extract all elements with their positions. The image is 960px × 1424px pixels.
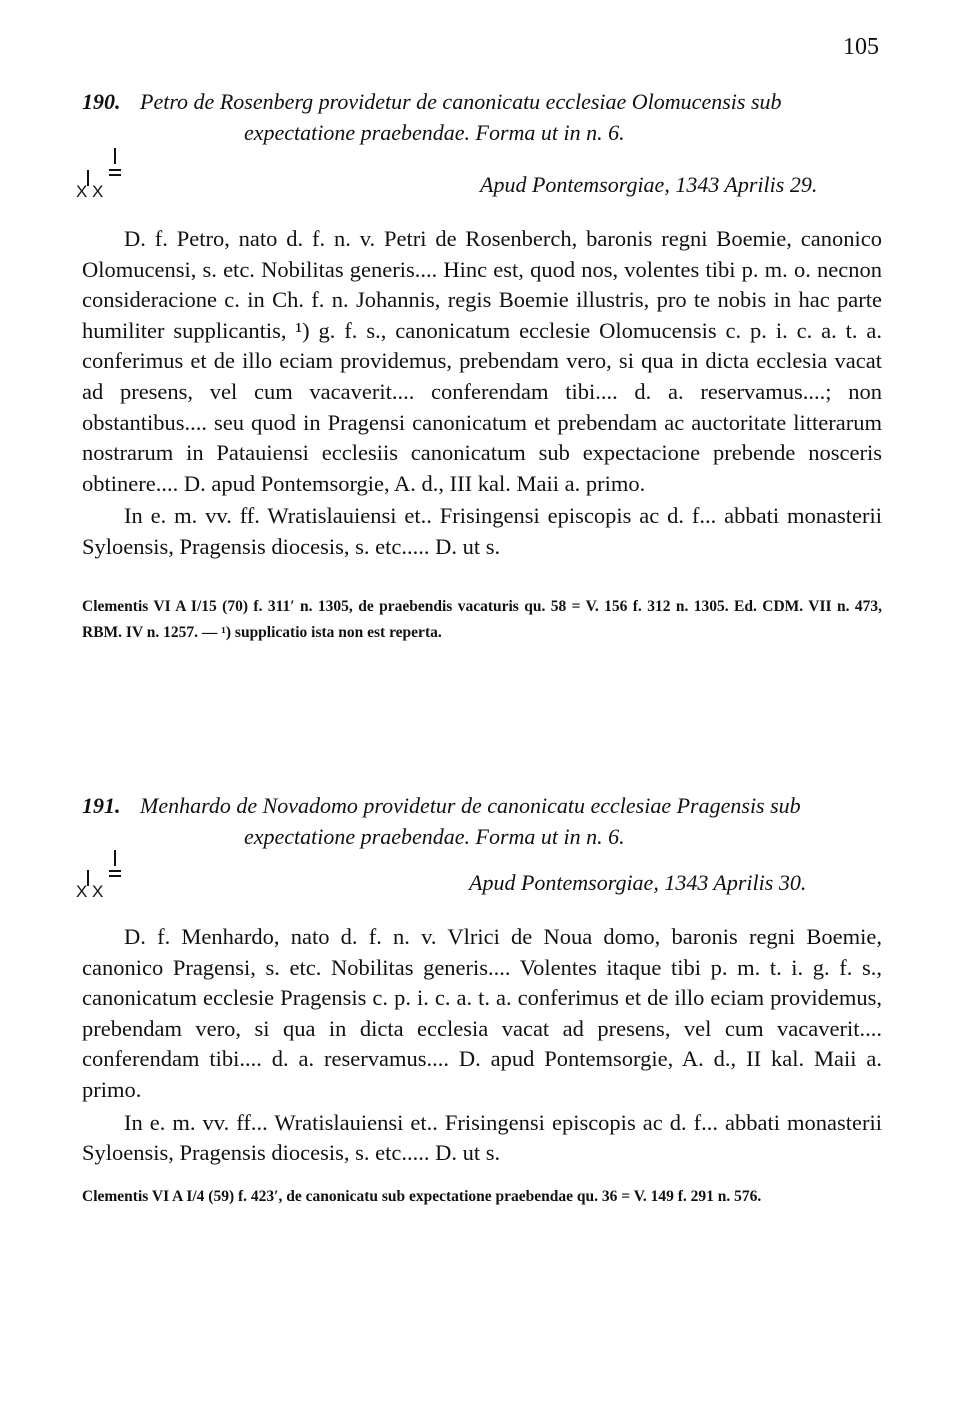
document-text: D. f. Petro, nato d. f. n. v. Petri de Rosenberch, baronis regni Boemie, canonico Olomucensi, s. etc. Nobilitas generis.... Hinc est, quod nos, volentes tibi p. m. o. necnon consideracione c. in Ch. f. n. Johannis, regis Boemie illustris, pro te nobis in hac parte humiliter supplicantis, ¹) g. f. s., canonicatum ecclesie Olomucensis c. p. i. c. a. t. a. conferimus et de illo eciam providemus, prebendam vero, si qua in dicta ecclesia vacat ad presens, vel cum vacaverit.... conferendam tibi.... d. a. reservamus....; non obstantibus.... seu quod in Pragensi canonicatum et prebendam ac auctoritate litterarum nostrarum in Patauiensi ecclesiis canonicatum sub expectacione prebende nosceris obtinere.... D. apud Pontemsorgie, A. d., III kal. Maii a. primo. (82, 226, 882, 496)
addressees-text: In e. m. vv. ff... Wratislauiensi et.. Frisingensi episcopis ac d. f... abbati monasterii Syloensis, Pragensis diocesis, s. etc..... D. ut s. (82, 1109, 882, 1166)
dating-marks (76, 148, 142, 201)
dating-marks-text: X X (76, 882, 104, 901)
entry-number: 190. (82, 89, 121, 114)
entry-title: Petro de Rosenberg providetur de canonicatu ecclesiae Olomucensis sub (140, 89, 782, 114)
entry-number: 191. (82, 793, 121, 818)
entry-190-dateline (76, 148, 882, 201)
entry-title: Menhardo de Novadomo providetur de canonicatu ecclesiae Pragensis sub (140, 793, 801, 818)
place-date: Apud Pontemsorgiae, 1343 Aprilis 30. (469, 870, 807, 895)
entry-191-heading (82, 790, 882, 852)
entry-title-continued: expectatione praebendae. Forma ut in n. 6. (244, 120, 625, 145)
entry-190-note: Clementis VI A I/15 (70) f. 311′ n. 1305, de praebendis vacaturis qu. 58 = V. 156 f. 312 n. 1305. Ed. CDM. VII n. 473, RBM. IV n. 1257. — ¹) supplicatio ista non est reperta. (82, 598, 882, 641)
page-number: 105 (843, 34, 879, 60)
dating-marks (76, 850, 142, 901)
entry-190-body (82, 224, 882, 563)
entry-title-continued: expectatione praebendae. Forma ut in n. 6. (244, 824, 625, 849)
entry-191-note: Clementis VI A I/4 (59) f. 423′, de canonicatu sub expectatione praebendae qu. 36 = V. 149 f. 291 n. 576. (82, 1188, 762, 1205)
dating-marks-text: X X (76, 182, 104, 201)
entry-191-dateline (76, 850, 882, 901)
place-date: Apud Pontemsorgiae, 1343 Aprilis 29. (480, 172, 818, 197)
document-text: D. f. Menhardo, nato d. f. n. v. Vlrici de Noua domo, baronis regni Boemie, canonico Pragensi, s. etc. Nobilitas generis.... Volentes itaque tibi p. m. t. i. g. f. s., canonicatum ecclesie Pragensis c. p. i. c. a. t. a. conferimus et de illo eciam providemus, prebendam vero, si qua in dicta ecclesia vacat ad presens, vel cum vacaverit.... conferendam tibi.... d. a. reservamus.... D. apud Pontemsorgie, A. d., II kal. Maii a. primo. (82, 924, 882, 1102)
entry-190-heading (82, 86, 882, 148)
entry-191-body (82, 922, 882, 1169)
addressees-text: In e. m. vv. ff. Wratislauiensi et.. Frisingensi episcopis ac d. f... abbati monasterii Syloensis, Pragensis diocesis, s. etc..... D. ut s. (82, 503, 882, 559)
